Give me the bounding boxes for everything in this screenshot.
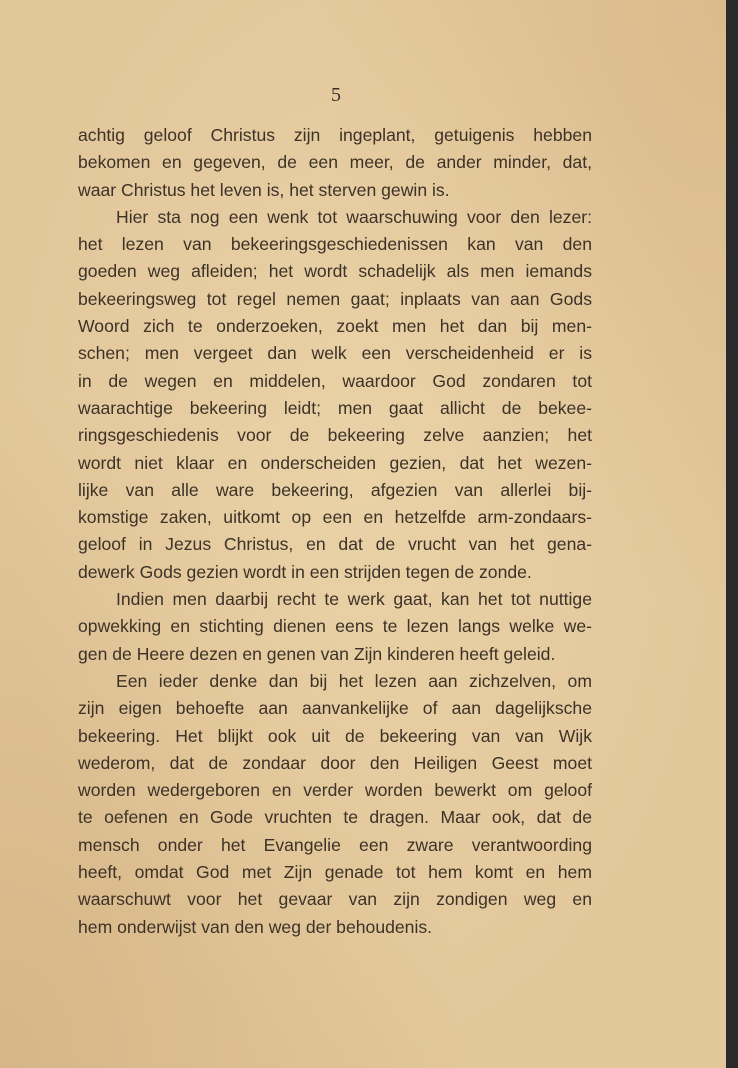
text-line: Woord zich te onderzoeken, zoekt men het dan bij men- [78,316,592,337]
text-line: bekeeringsweg tot regel nemen gaat; inplaats van aan Gods [78,288,592,309]
body-text [78,122,592,941]
text-line: wederom, dat de zondaar door den Heiligen Geest moet [78,752,592,773]
text-line: ringsgeschiedenis voor de bekeering zelve aanzien; het [78,425,592,446]
text-line: het lezen van bekeeringsgeschiedenissen kan van den [78,234,592,255]
text-line: Een ieder denke dan bij het lezen aan zichzelven, om [116,670,592,691]
text-line: bekeering. Het blijkt ook uit de bekeering van van Wijk [78,725,592,746]
text-line: worden wedergeboren en verder worden bewerkt om geloof [78,780,592,801]
text-line: dewerk Gods gezien wordt in een strijden tegen de zonde. [78,561,532,582]
page-number: 5 [331,84,341,106]
text-line: achtig geloof Christus zijn ingeplant, getuigenis hebben [78,125,592,145]
page-edge [726,0,738,1068]
text-line: heeft, omdat God met Zijn genade tot hem komt en hem [78,862,592,883]
text-line: mensch onder het Evangelie een zware verantwoording [78,834,592,855]
text-line: Indien men daarbij recht te werk gaat, kan het tot nuttige [116,589,592,610]
text-line: goeden weg afleiden; het wordt schadelijk als men iemands [78,261,592,282]
text-line: komstige zaken, uitkomt op een en hetzelfde arm-zondaars- [78,507,592,528]
text-line: zijn eigen behoefte aan aanvankelijke of aan dagelijksche [78,698,592,719]
text-line: wordt niet klaar en onderscheiden gezien, dat het wezen- [78,452,592,473]
text-line: in de wegen en middelen, waardoor God zondaren tot [78,370,592,391]
text-line: waar Christus het leven is, het sterven gewin is. [78,179,450,200]
text-line: te oefenen en Gode vruchten te dragen. Maar ook, dat de [78,807,592,828]
text-line: bekomen en gegeven, de een meer, de ander minder, dat, [78,152,592,173]
text-line: waarachtige bekeering leidt; men gaat allicht de bekee- [78,397,592,418]
text-line: hem onderwijst van den weg der behoudenis. [78,916,433,937]
text-line: schen; men vergeet dan welk een verscheidenheid er is [78,343,592,364]
text-line: lijke van alle ware bekeering, afgezien van allerlei bij- [78,479,592,500]
text-line: waarschuwt voor het gevaar van zijn zondigen weg en [78,889,592,910]
text-line: gen de Heere dezen en genen van Zijn kinderen heeft geleid. [78,643,556,664]
text-line: Hier sta nog een wenk tot waarschuwing voor den lezer: [116,206,592,227]
text-line: opwekking en stichting dienen eens te lezen langs welke we- [78,616,592,637]
text-line: geloof in Jezus Christus, en dat de vrucht van het gena- [78,534,592,555]
